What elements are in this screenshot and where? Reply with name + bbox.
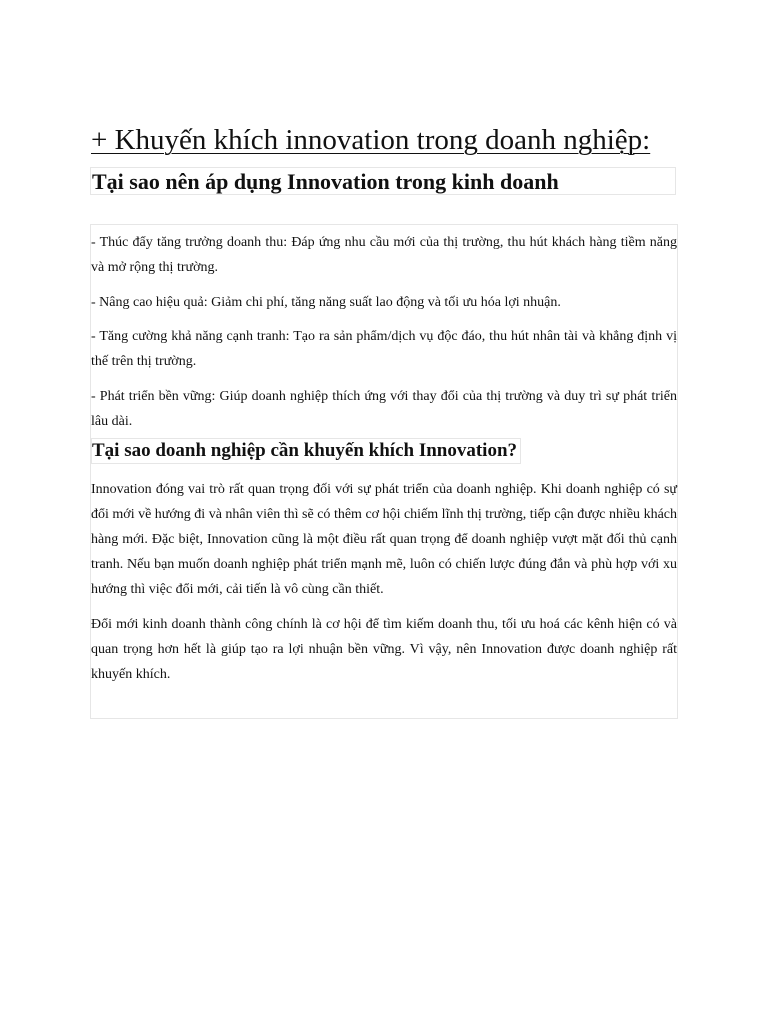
bullet-competitiveness: - Tăng cường khả năng cạnh tranh: Tạo ra sản phẩm/dịch vụ độc đáo, thu hút nhân tài và khẳng định vị thế trên thị trường. xyxy=(91,329,677,369)
section1-heading-box xyxy=(90,167,676,195)
section1-heading: Tại sao nên áp dụng Innovation trong kinh doanh xyxy=(92,169,559,194)
bullet-sustainability: - Phát triển bền vững: Giúp doanh nghiệp thích ứng với thay đổi của thị trường và duy trì sự phát triển lâu dài. xyxy=(91,389,677,429)
document-title: + Khuyến khích innovation trong doanh nghiệp: xyxy=(91,124,651,156)
section2-heading: Tại sao doanh nghiệp cần khuyến khích Innovation? xyxy=(92,440,518,461)
bullet-revenue-growth: - Thúc đẩy tăng trưởng doanh thu: Đáp ứng nhu cầu mới của thị trường, thu hút khách hàng tiềm năng và mở rộng thị trường. xyxy=(91,235,677,275)
section2-paragraph-2: Đổi mới kinh doanh thành công chính là cơ hội để tìm kiếm doanh thu, tối ưu hoá các kênh hiện có và quan trọng hơn hết là giúp tạo ra lợi nhuận bền vững. Vì vậy, nên Innovation được doanh nghiệp rất khuyến khích. xyxy=(91,617,677,682)
content-box xyxy=(90,224,678,719)
section2-paragraph-1: Innovation đóng vai trò rất quan trọng đối với sự phát triển của doanh nghiệp. Khi doanh nghiệp có sự đổi mới về hướng đi và nhân viên thì sẽ có thêm cơ hội chiếm lĩnh thị trường, tiếp cận được nhiều khách hàng mới. Đặc biệt, Innovation cũng là một điều rất quan trọng để doanh nghiệp vượt mặt đối thủ cạnh tranh. Nếu bạn muốn doanh nghiệp phát triển mạnh mẽ, luôn có chiến lược đúng đắn và phù hợp với xu hướng thì việc đổi mới, cải tiến là vô cùng cần thiết. xyxy=(91,482,677,597)
bullet-efficiency: - Nâng cao hiệu quả: Giảm chi phí, tăng năng suất lao động và tối ưu hóa lợi nhuận. xyxy=(91,295,561,310)
section2-heading-box xyxy=(91,438,521,464)
